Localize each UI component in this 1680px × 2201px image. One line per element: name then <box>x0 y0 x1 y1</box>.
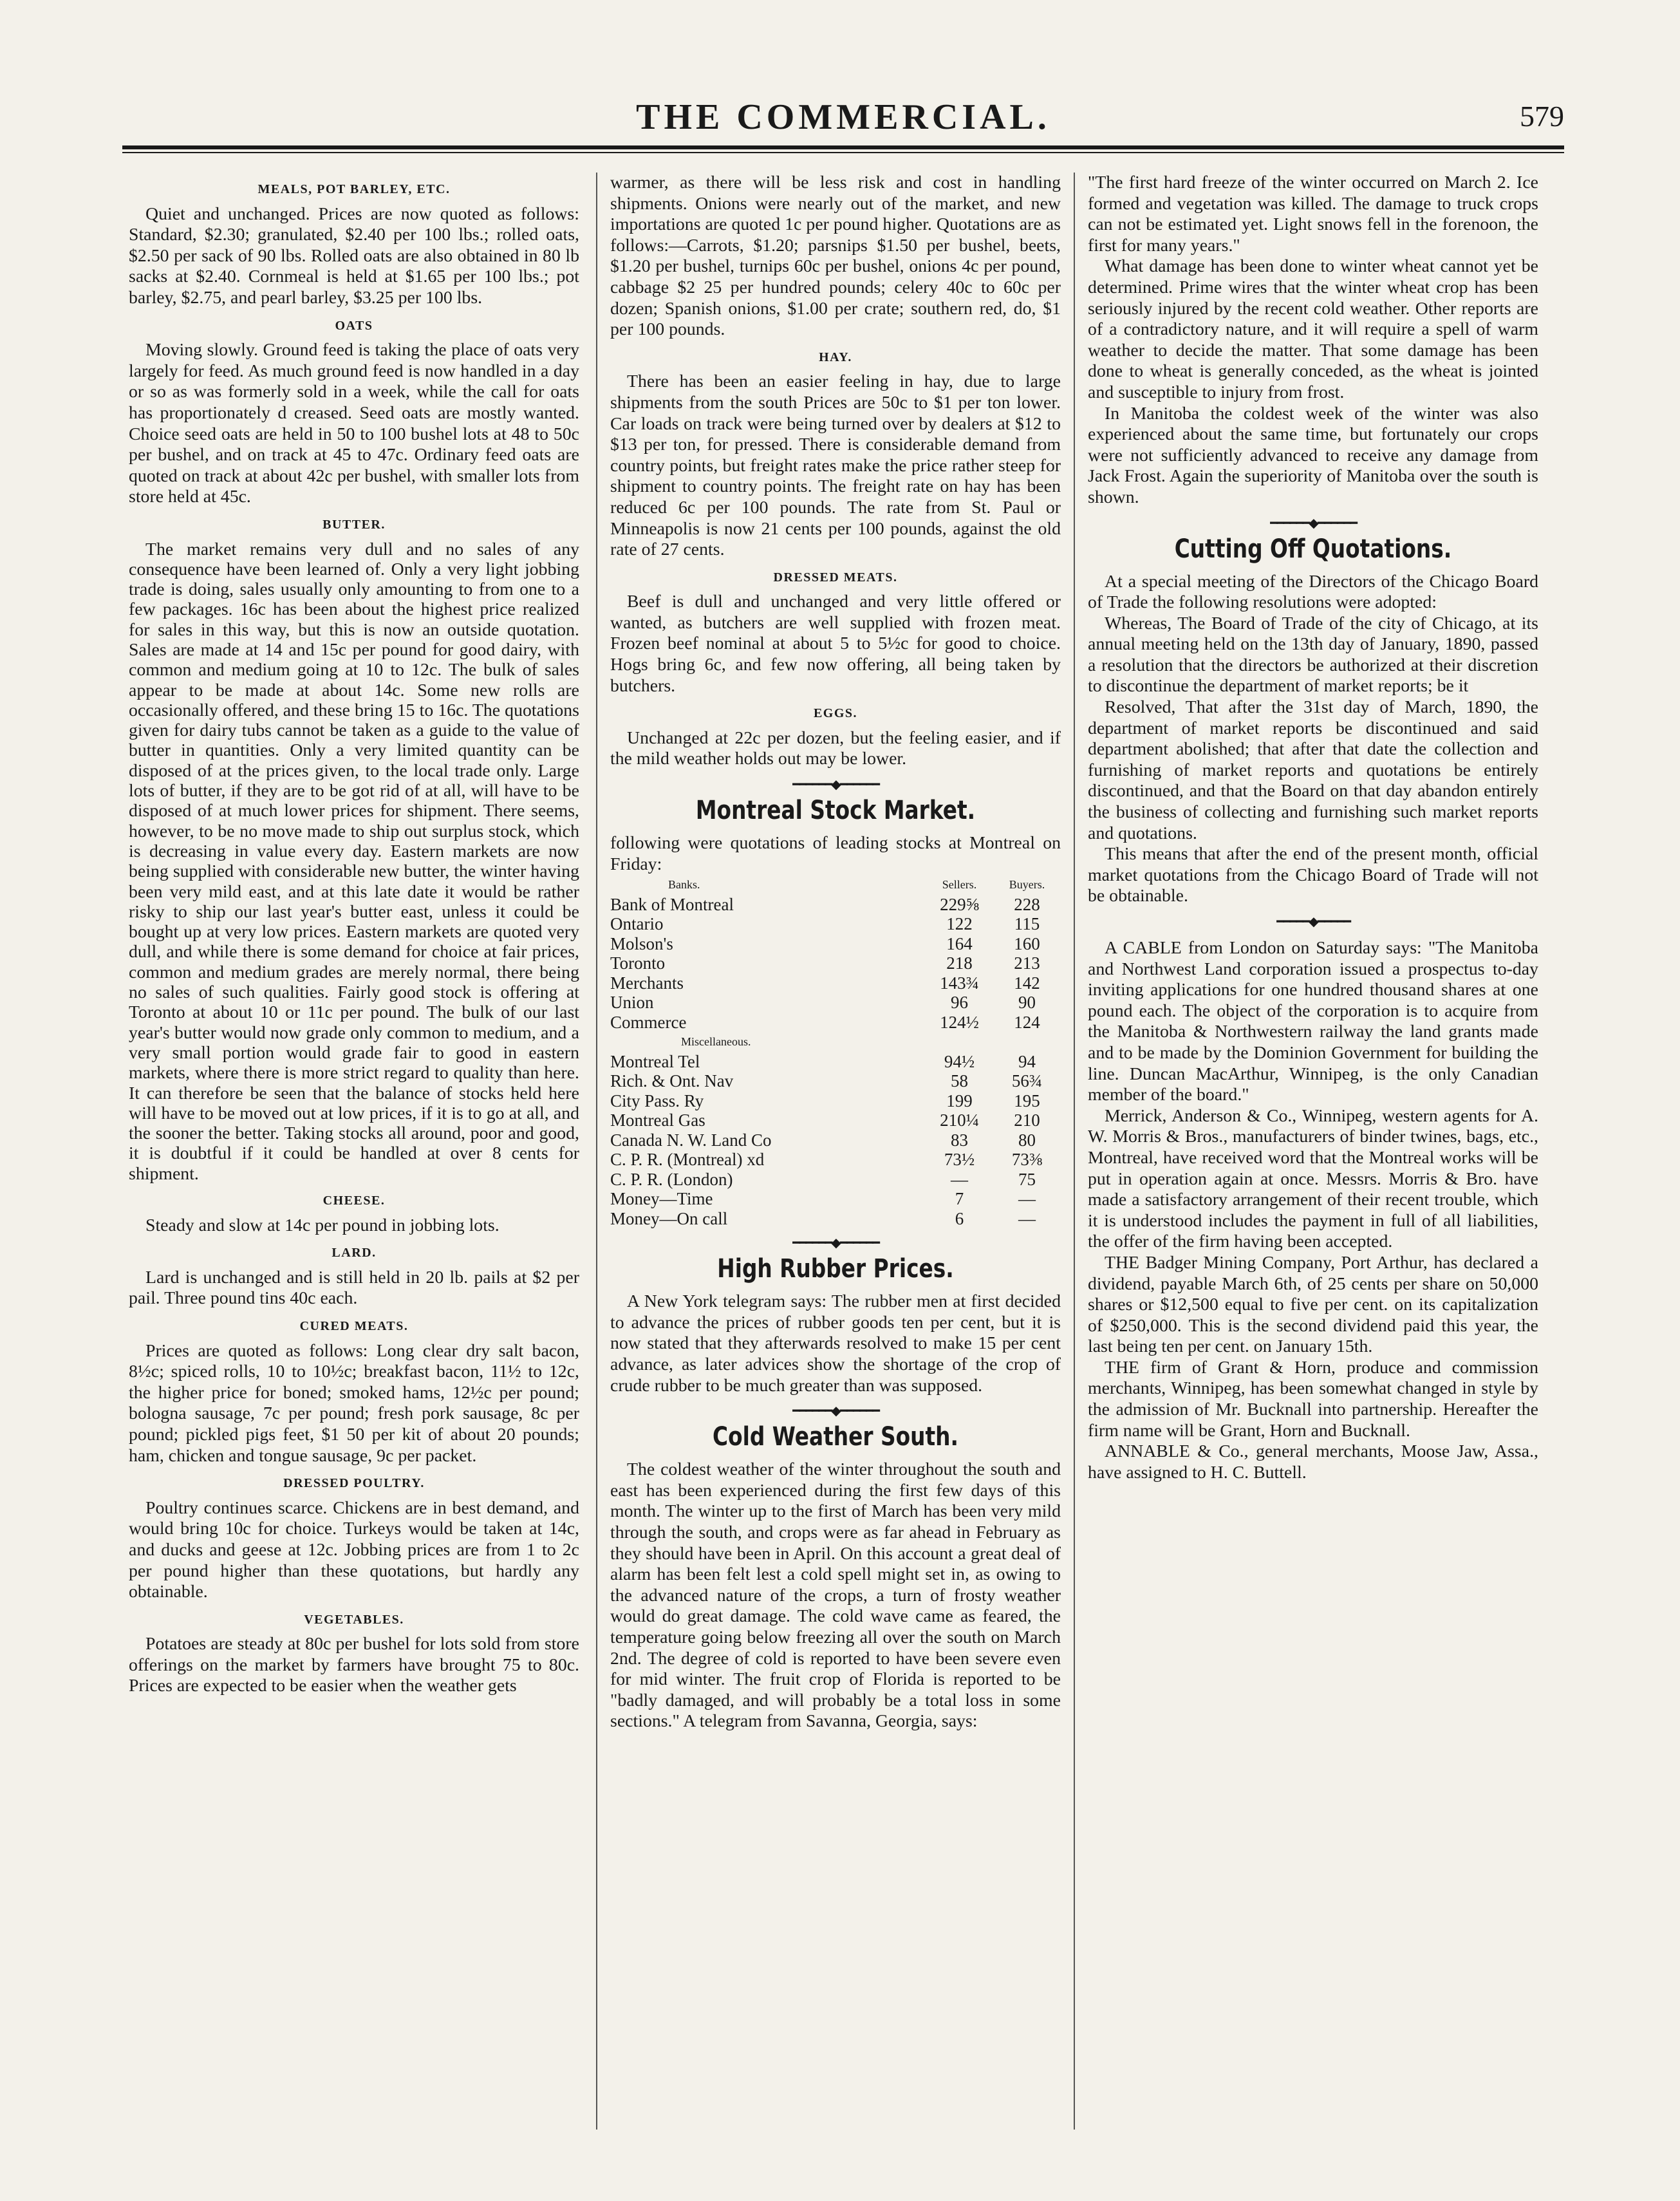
section-heading: CURED MEATS. <box>299 1318 409 1333</box>
stock-buyers: — <box>1018 1189 1036 1209</box>
section-text: Prices are quoted as follows: Long clear dry salt bacon, 8½c; spiced rolls, 10 to 10½c; breakfast bacon, 11½ to 12c, the higher price for boned; smoked hams, 12½c per pound; bologna sausage, 7c per pound; fresh pork sausage, 8c per pound; pickled pigs feet, $1 50 per kit of about 20 pounds; ham, chicken and tongue sausage, 9c per packet. <box>129 1340 579 1466</box>
stock-buyers: 228 <box>1014 894 1040 914</box>
stock-name: City Pass. Ry <box>610 1091 704 1110</box>
stock-name: Ontario <box>610 914 664 934</box>
section-text: Lard is unchanged and is still held in 20 lb. pails at $2 per pail. Three pound tins 40c each. <box>129 1267 579 1309</box>
stock-row <box>610 1091 1061 1111</box>
cold-weather-title: Cold Weather South. <box>712 1422 958 1452</box>
section-ornament: ━━━━━━◆━━━━━━ <box>792 1236 879 1251</box>
stock-sellers: 96 <box>951 993 968 1013</box>
section-heading: MEALS, POT BARLEY, ETC. <box>257 182 451 196</box>
stock-table <box>610 875 1061 1228</box>
stock-sellers: 7 <box>955 1189 964 1209</box>
paragraph: This means that after the end of the present month, official market quotations from the Chicago Board of Trade will not be obtainable. <box>1088 844 1538 906</box>
stock-buyers: 56¾ <box>1011 1071 1043 1091</box>
stock-name: Union <box>610 993 654 1013</box>
paragraph: THE firm of Grant & Horn, produce and commission merchants, Winnipeg, has been somewhat changed in style by the admission of Mr. Bucknall into partnership. Hereafter the firm name will be Grant, Horn and Bucknall. <box>1088 1357 1538 1441</box>
stock-name: Commerce <box>610 1012 687 1032</box>
stock-name: Canada N. W. Land Co <box>610 1130 772 1150</box>
section-text: Potatoes are steady at 80c per bushel for lots sold from store offerings on the market by farmers have brought 75 to 80c. Prices are expected to be easier when the weather gets <box>129 1634 579 1696</box>
stock-buyers: 213 <box>1014 953 1040 973</box>
stock-row <box>610 934 1061 954</box>
section-text: Unchanged at 22c per dozen, but the feeling easier, and if the mild weather holds out may be lower. <box>610 727 1061 769</box>
paragraph: ANNABLE & Co., general merchants, Moose Jaw, Assa., have assigned to H. C. Buttell. <box>1088 1441 1538 1483</box>
stock-buyers: 195 <box>1014 1091 1040 1110</box>
misc-label: Miscellaneous. <box>681 1035 751 1049</box>
header-rule-thick <box>122 145 1564 149</box>
section-text: Moving slowly. Ground feed is taking the place of oats very largely for feed. As much ground feed is now handled in a day or so as was formerly sold in a week, while the call for oats has proportionately d creased. Seed oats are mostly wanted. Choice seed oats are held in 50 to 100 bushel lots at 48 to 50c per bushel, and on track at 45 to 47c. Ordinary feed oats are quoted on track at about 42c per bushel, with smaller lots from store held at 45c. <box>129 340 579 507</box>
stock-table-header <box>610 875 1061 895</box>
stock-buyers: 115 <box>1014 914 1040 934</box>
page-header <box>122 97 1564 142</box>
stock-sellers: 58 <box>951 1071 968 1091</box>
paragraph: A CABLE from London on Saturday says: "The Manitoba and Northwest Land corporation issued a prospectus to-day inviting applications for one hundred thousand shares at one pound each. The object of the corporation is to acquire from the Manitoba & Northwestern railway the land grants made and to be made by the Dominion Government for building the line. Duncan MacArthur, Winnipeg, is the only Canadian member of the board." <box>1088 938 1538 1105</box>
rubber-text: A New York telegram says: The rubber men at first decided to advance the prices of rubber goods ten per cent, but it is now stated that they afterwards resolved to make 15 per cent advance, as later advices show the shortage of the crop of crude rubber to be much greater than was supposed. <box>610 1291 1061 1396</box>
column-divider-2 <box>1074 173 1075 2130</box>
buyers-label: Buyers. <box>1009 878 1045 892</box>
sellers-label: Sellers. <box>942 878 977 892</box>
stock-sellers: 83 <box>951 1130 968 1150</box>
masthead: THE COMMERCIAL. <box>636 97 1050 137</box>
stock-row <box>610 1130 1061 1150</box>
section-text: The market remains very dull and no sales of any consequence have been learned of. Only a very light jobbing trade is doing, sales usually only amounting to from one to a few packages. 16c has been about the highest price realized for sales in this way, but this is now an outside quotation. Sales are made at 14 and 15c per pound for good dairy, with common and medium going at 10 to 12c. The bulk of sales appear to be made at about 14c. Some new rolls are occasionally offered, and these bring 15 to 16c. The quotations given for dairy tubs cannot be taken as a guide to the value of butter in quantities. Only a very limited quantity can be disposed of at the prices given, to the local trade only. Large lots of butter, if they are to be got rid of at all, will have to be disposed of at much lower prices for shipment. There seems, however, to be no move made to ship out surplus stock, which is decreasing in value every day. Eastern markets are now being supplied with considerable new butter, the winter having been very mild east, and at this late date it would be rather risky to ship our last year's butter east, unless it could be bought up at very low prices. Eastern markets are quoted very dull, and while there is some demand for choice at fair prices, common and medium grades are merely normal, there being no sales of such qualities. Fairly good stock is offering at Toronto at about 10 or 11c per pound. The bulk of our last year's butter would now grade only common to medium, and a very small portion would grade fair to good in eastern markets, where there is more strict regard to quality than here. It can therefore be seen that the balance of stocks held here will have to be moved out at low prices, if it is to go at all, and the sooner the better. Taking stocks all around, poor and good, it is doubtful if it could be handled at over 8 cents for shipment. <box>129 539 579 1184</box>
stock-sellers: 199 <box>946 1091 973 1110</box>
paragraph: THE Badger Mining Company, Port Arthur, has declared a dividend, payable March 6th, of 25 cents per share on 50,000 shares or $12,500 equal to five per cent. on its capitalization of $250,000. This is the second dividend paid this year, the last being ten per cent. on January 15th. <box>1088 1252 1538 1357</box>
stock-row <box>610 914 1061 934</box>
rubber-title: High Rubber Prices. <box>717 1254 954 1284</box>
stock-sellers: 229⅝ <box>940 894 979 914</box>
stock-buyers: 90 <box>1018 993 1036 1013</box>
continued-text: "The first hard freeze of the winter occurred on March 2. Ice formed and vegetation was killed. The damage to truck crops can not be estimated yet. Light snows fell in the forenoon, the first for many years." <box>1088 173 1538 256</box>
stock-sellers: 73½ <box>944 1150 975 1170</box>
stock-sellers: 94½ <box>944 1051 975 1071</box>
stock-intro: following were quotations of leading stocks at Montreal on Friday: <box>610 833 1061 874</box>
cold-weather-text: The coldest weather of the winter throughout the south and east has been experienced during the first few days of this month. The winter up to the first of March has been very mild through the south, and crops were as far ahead in February as they should have been in April. On this account a great deal of alarm has been felt lest a cold spell might set in, as owing to the advanced nature of the crops, a turn of frosty weather would do great damage. The cold wave came as feared, the temperature going below freezing all over the south on March 2nd. The degree of cold is reported to have been severe even for mid winter. The fruit crop of Florida is reported to be "badly damaged, and will probably be a total loss in some sections." A telegram from Savanna, Georgia, says: <box>610 1459 1061 1732</box>
paragraph: At a special meeting of the Directors of the Chicago Board of Trade the following resolutions were adopted: <box>1088 571 1538 613</box>
section-heading: OATS <box>335 318 373 333</box>
paragraph: In Manitoba the coldest week of the winter was also experienced about the same time, but fortunately our crops were not sufficiently advanced to receive any damage from Jack Frost. Again the superiority of Manitoba over the south is shown. <box>1088 403 1538 507</box>
stock-row <box>610 1189 1061 1209</box>
section-heading: HAY. <box>819 350 852 364</box>
section-text: Quiet and unchanged. Prices are now quoted as follows: Standard, $2.30; granulated, $2.40 per 100 lbs.; rolled oats, $2.50 per sack of 90 lbs. Rolled oats are also obtained in 80 lb sacks at $2.40. Cornmeal is held at $1.65 per 100 lbs.; pot barley, $2.75, and pearl barley, $3.25 per 100 lbs. <box>129 203 579 308</box>
stock-sellers: 143¾ <box>940 973 979 993</box>
stock-name: Merchants <box>610 973 684 993</box>
section-heading: LARD. <box>331 1246 377 1260</box>
stock-sellers: 164 <box>946 933 973 953</box>
stock-buyers: 142 <box>1014 973 1040 993</box>
section-heading: CHEESE. <box>322 1194 386 1208</box>
stock-row <box>610 1150 1061 1170</box>
cutting-quotations-title: Cutting Off Quotations. <box>1174 534 1452 564</box>
stock-name: Montreal Gas <box>610 1110 705 1130</box>
column-3 <box>1088 173 1538 1483</box>
section-ornament: ━━━━━━◆━━━━━━ <box>1270 516 1356 530</box>
section-text: There has been an easier feeling in hay, due to large shipments from the south Prices are 50c to $1 per ton lower. Car loads on track were being turned over by dealers at $12 to $13 per ton, for pressed. There is considerable demand from country points, but freight rates make the price rather steep for shipment to country points. The freight rate on hay has been reduced 6c per 100 pounds. The rate from St. Paul or Minneapolis is now 21 cents per 100 pounds, against the old rate of 27 cents. <box>610 371 1061 560</box>
stock-buyers: — <box>1018 1208 1036 1228</box>
stock-name: Money—Time <box>610 1189 713 1209</box>
stock-row <box>610 993 1061 1013</box>
paragraph: Whereas, The Board of Trade of the city of Chicago, at its annual meeting held on the 13th day of January, 1890, passed a resolution that the directors be authorized at their discretion to discontinue the department of market reports; be it <box>1088 613 1538 697</box>
paragraph: Merrick, Anderson & Co., Winnipeg, western agents for A. W. Morris & Bros., manufacturers of binder twines, bags, etc., Montreal, have received word that the Montreal works will be put in operation again at once. Messrs. Morris & Bro. have made a satisfactory arrangement of their recent trouble, which it is understood includes the payment in full of all liabilities, the offer of the firm having been accepted. <box>1088 1105 1538 1252</box>
stock-sellers: 218 <box>946 953 973 973</box>
section-text: Poultry continues scarce. Chickens are in best demand, and would bring 10c for choice. Turkeys would be taken at 14c, and ducks and geese at 12c. Jobbing prices are from 1 to 2c per pound higher than these quotations, but hardly any obtainable. <box>129 1497 579 1602</box>
stock-row <box>610 1071 1061 1091</box>
section-heading: BUTTER. <box>322 517 386 532</box>
stock-row <box>610 895 1061 915</box>
section-heading: EGGS. <box>813 706 858 721</box>
stock-buyers: 210 <box>1014 1110 1040 1130</box>
column-1 <box>129 173 579 1697</box>
stock-row <box>610 1170 1061 1190</box>
column-2 <box>610 173 1061 1732</box>
stock-name: Bank of Montreal <box>610 894 734 914</box>
stock-sellers: 210¼ <box>940 1110 979 1130</box>
stock-buyers: 160 <box>1014 933 1040 953</box>
stock-name: C. P. R. (Montreal) xd <box>610 1150 765 1170</box>
stock-row <box>610 973 1061 993</box>
section-heading: DRESSED MEATS. <box>773 570 898 585</box>
stock-buyers: 80 <box>1018 1130 1036 1150</box>
stock-name: Rich. & Ont. Nav <box>610 1071 734 1091</box>
section-ornament: ━━━━━━◆━━━━━━ <box>792 778 879 792</box>
banks-label: Banks. <box>668 878 700 892</box>
stock-name: Molson's <box>610 933 673 953</box>
stock-name: Toronto <box>610 953 666 973</box>
stock-sellers: 124½ <box>940 1012 979 1032</box>
column-divider-1 <box>596 173 597 2130</box>
stock-sellers: 122 <box>946 914 973 934</box>
section-ornament: ━━━━━◆━━━━━ <box>1276 915 1350 929</box>
section-heading: DRESSED POULTRY. <box>283 1476 425 1491</box>
stock-buyers: 75 <box>1018 1169 1036 1189</box>
stock-row <box>610 1013 1061 1033</box>
stock-name: Money—On call <box>610 1208 728 1228</box>
paragraph: What damage has been done to winter wheat cannot yet be determined. Prime wires that the winter wheat crop has been seriously injured by the recent cold weather. Other reports are of a contradictory nature, and it will require a spell of warm weather to decide the matter. That some damage has been done to wheat is generally conceded, as the wheat is jointed and susceptible to injury from frost. <box>1088 256 1538 402</box>
page-number: 579 <box>1520 100 1564 133</box>
stock-buyers: 94 <box>1018 1051 1036 1071</box>
stock-sellers: — <box>951 1169 968 1189</box>
stock-sellers: 6 <box>955 1208 964 1228</box>
continued-text: warmer, as there will be less risk and cost in handling shipments. Onions were nearly out of the market, and new importations are quoted 1c per pound higher. Quotations are as follows:—Carrots, $1.20; parsnips $1.50 per bushel, beets, $1.20 per bushel, turnips 60c per bushel, onions 4c per pound, cabbage $2 25 per hundred pounds; celery 40c to 60c per dozen; Spanish onions, $1.00 per crate; southern red, do, $1 per 100 pounds. <box>610 173 1061 340</box>
stock-name: C. P. R. (London) <box>610 1169 733 1189</box>
section-text: Beef is dull and unchanged and very little offered or wanted, as butchers are well supplied with frozen meat. Frozen beef nominal at about 5 to 5½c for good to choice. Hogs bring 6c, and few now offering, all being taken by butchers. <box>610 592 1061 696</box>
stock-row <box>610 1209 1061 1229</box>
stock-row <box>610 1110 1061 1130</box>
section-heading: VEGETABLES. <box>304 1612 404 1627</box>
stock-name: Montreal Tel <box>610 1051 700 1071</box>
section-text: Steady and slow at 14c per pound in jobbing lots. <box>145 1215 499 1235</box>
misc-label-row <box>610 1032 1061 1052</box>
stock-row <box>610 1052 1061 1072</box>
section-ornament: ━━━━━━◆━━━━━━ <box>792 1404 879 1419</box>
stock-row <box>610 953 1061 973</box>
stock-market-title: Montreal Stock Market. <box>695 796 976 826</box>
stock-buyers: 73⅜ <box>1011 1150 1043 1170</box>
header-rule-thin <box>122 152 1564 153</box>
paragraph: Resolved, That after the 31st day of March, 1890, the department of market reports be discontinued and said department abolished; that after that date the collection and furnishing of market reports and quotations be entirely discontinued, and that the Board on that day abandon entirely the business of collecting and furnishing such market reports and quotations. <box>1088 697 1538 843</box>
stock-buyers: 124 <box>1014 1012 1040 1032</box>
